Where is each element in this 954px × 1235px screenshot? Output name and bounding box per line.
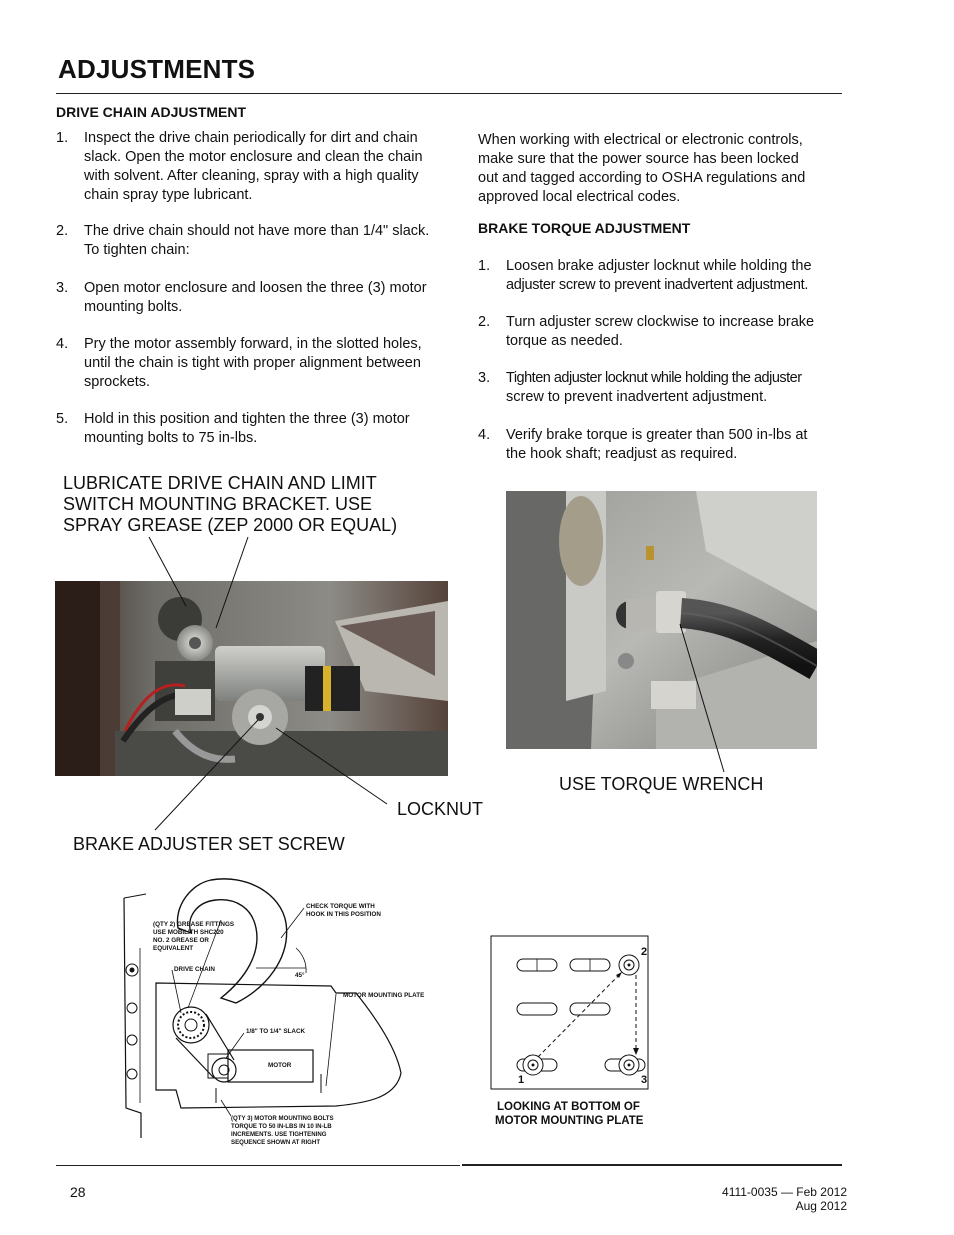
step-number: 1. <box>56 130 69 146</box>
callout-line: SWITCH MOUNTING BRACKET. USE <box>63 494 373 514</box>
doc-date: Aug 2012 <box>795 1199 847 1213</box>
plate-outline <box>156 983 401 1108</box>
page-title: ADJUSTMENTS <box>58 54 256 84</box>
step-line: Turn adjuster screw clockwise to increase brake <box>506 314 815 330</box>
step-line: Hold in this position and tighten the three (3) motor <box>84 411 410 427</box>
step-line: the hook shaft; readjust as required. <box>506 446 738 462</box>
step-line: Verify brake torque is greater than 500 in-lbs at <box>506 427 808 443</box>
footer-rule-right <box>462 1164 842 1166</box>
bolts-note-1: (QTY 3) MOTOR MOUNTING BOLTS <box>231 1115 334 1122</box>
step-line: screw to prevent inadvertent adjustment. <box>506 389 768 405</box>
step-line: until the chain is tight with proper alignment between <box>84 355 421 371</box>
grease-note-2: USE MOBILITH SHC220 <box>153 929 224 936</box>
warning-line: approved local electrical codes. <box>478 189 681 205</box>
set-screw-leader <box>155 720 258 830</box>
locknut-leader <box>276 728 387 804</box>
step-line: Pry the motor assembly forward, in the slotted holes, <box>84 336 422 352</box>
footer-rule-left <box>56 1165 460 1166</box>
drive-chain-heading: DRIVE CHAIN ADJUSTMENT <box>56 104 247 120</box>
set-screw-label: BRAKE ADJUSTER SET SCREW <box>73 834 345 854</box>
step-number: 1. <box>478 258 491 274</box>
slack-note: 1/8" TO 1/4" SLACK <box>246 1028 306 1035</box>
lubricate-leader-2 <box>216 537 248 628</box>
step-line: torque as needed. <box>506 333 623 349</box>
motor-plate-note: MOTOR MOUNTING PLATE <box>343 992 425 999</box>
motor-plate-drawing <box>96 878 436 1148</box>
step-line: Open motor enclosure and loosen the three (3) motor <box>84 280 427 296</box>
callout-line: SPRAY GREASE (ZEP 2000 OR EQUAL) <box>63 515 398 535</box>
torque-wrench-leader <box>680 624 724 772</box>
step-number: 4. <box>56 336 69 352</box>
step-line: Inspect the drive chain periodically for dirt and chain <box>84 130 418 146</box>
brake-torque-heading: BRAKE TORQUE ADJUSTMENT <box>478 220 691 236</box>
step-line: sprockets. <box>84 374 151 390</box>
motor-note: MOTOR <box>268 1062 292 1069</box>
step-line: Loosen brake adjuster locknut while holding the <box>506 258 812 274</box>
grease-note-3: NO. 2 GREASE OR <box>153 937 209 944</box>
check-torque-note-1: CHECK TORQUE WITH <box>306 903 375 910</box>
step-number: 3. <box>478 370 491 386</box>
step-number: 3. <box>56 280 69 296</box>
torque-wrench-label: USE TORQUE WRENCH <box>559 774 764 794</box>
bolt-number-1: 1 <box>518 1074 525 1086</box>
angle-note: 45° <box>295 972 305 979</box>
lubricate-leader-1 <box>149 537 186 606</box>
frame-outline <box>124 898 141 1138</box>
step-number: 2. <box>56 223 69 239</box>
doc-code: 4111-0035 — Feb 2012 <box>722 1185 847 1199</box>
grease-note-1: (QTY 2) GREASE FITTINGS <box>153 921 235 928</box>
bolt-sequence-drawing <box>490 935 690 1130</box>
bolts-note-3: INCREMENTS. USE TIGHTENING <box>231 1131 327 1138</box>
step-line: The drive chain should not have more than 1/4" slack. <box>84 223 430 239</box>
step-line: adjuster screw to prevent inadvertent adjustment. <box>506 277 809 293</box>
warning-line: When working with electrical or electronic controls, <box>478 132 803 148</box>
bolt-number-2: 2 <box>641 946 648 958</box>
step-line: To tighten chain: <box>84 242 190 258</box>
locknut-label: LOCKNUT <box>397 799 484 819</box>
grease-note-4: EQUIVALENT <box>153 945 194 952</box>
bolt-number-3: 3 <box>641 1074 648 1086</box>
warning-line: make sure that the power source has been locked <box>478 151 799 167</box>
bolts-note-2: TORQUE TO 50 IN-LBS IN 10 IN-LB <box>231 1123 332 1130</box>
step-number: 4. <box>478 427 491 443</box>
step-line: slack. Open the motor enclosure and clean the chain <box>84 149 423 165</box>
step-line: mounting bolts. <box>84 299 183 315</box>
step-number: 5. <box>56 411 69 427</box>
step-line: chain spray type lubricant. <box>84 187 253 203</box>
step-line: Tighten adjuster locknut while holding the adjuster <box>506 370 802 386</box>
step-line: mounting bolts to 75 in-lbs. <box>84 430 258 446</box>
bolts-note-4: SEQUENCE SHOWN AT RIGHT <box>231 1139 321 1146</box>
page-number: 28 <box>70 1184 86 1200</box>
warning-line: out and tagged according to OSHA regulations and <box>478 170 806 186</box>
step-number: 2. <box>478 314 491 330</box>
drive-chain-note: DRIVE CHAIN <box>174 966 215 973</box>
callout-line: LUBRICATE DRIVE CHAIN AND LIMIT <box>63 473 377 493</box>
step-line: with solvent. After cleaning, spray with a high quality <box>84 168 419 184</box>
bolt-caption-1: LOOKING AT BOTTOM OF <box>497 1101 640 1113</box>
bolt-caption-2: MOTOR MOUNTING PLATE <box>495 1115 644 1127</box>
check-torque-note-2: HOOK IN THIS POSITION <box>306 911 381 918</box>
